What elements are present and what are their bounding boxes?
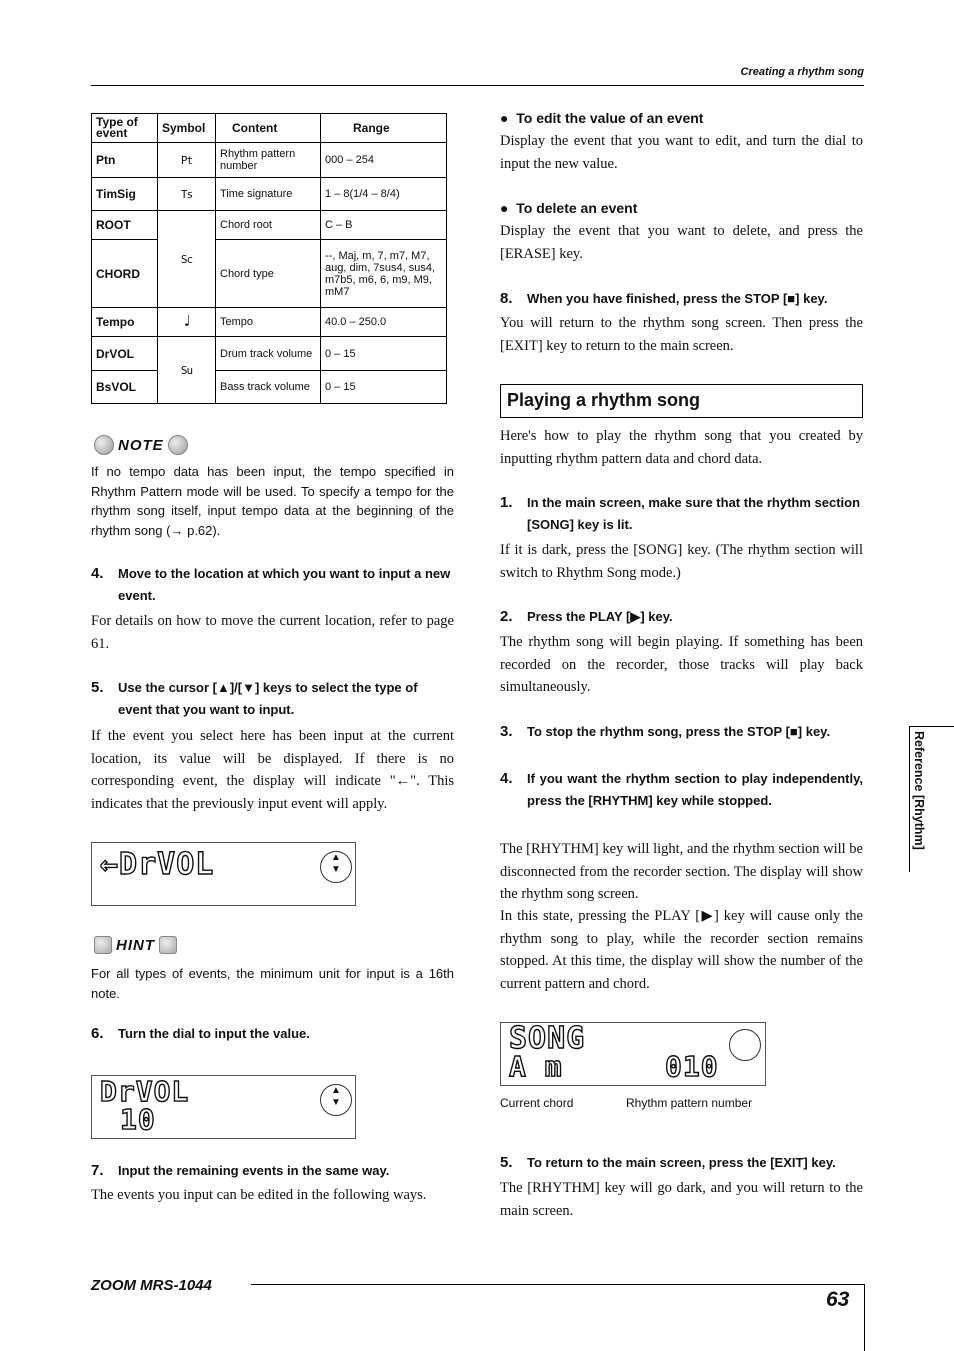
step-4: 4. Move to the location at which you want to input a new event. xyxy=(91,565,451,603)
footer-rule xyxy=(251,1284,864,1285)
play-step-5-body: The [RHYTHM] key will go dark, and you will return to the main screen. xyxy=(500,1180,863,1219)
footer-vertical-rule xyxy=(864,1284,865,1351)
event-content: Chord type xyxy=(216,240,321,308)
cursor-updown-icon: ▲ ▼ xyxy=(320,1084,352,1116)
lcd-line-2: 10 xyxy=(120,1103,156,1136)
caption-pattern-number: Rhythm pattern number xyxy=(626,1096,753,1110)
table-row xyxy=(92,143,447,178)
table-header-row xyxy=(92,114,447,143)
page-number: 63 xyxy=(826,1288,850,1311)
chord-symbol-icon: Sc xyxy=(180,253,193,266)
event-type: BsVOL xyxy=(92,371,158,404)
col-header-symbol: Symbol xyxy=(158,114,216,143)
caption-current-chord: Current chord xyxy=(500,1096,574,1110)
section-heading: Playing a rhythm song xyxy=(500,384,863,418)
col-header-type: Type of event xyxy=(92,114,158,143)
hint-bullet-icon xyxy=(159,936,177,954)
hint-bullet-icon xyxy=(94,936,112,954)
volume-symbol-icon: Su xyxy=(180,364,193,377)
event-range: 000 – 254 xyxy=(321,143,447,178)
dial-icon xyxy=(729,1029,761,1061)
note-text: If no tempo data has been input, the tempo specified in Rhythm Pattern mode will be used. To specify a tempo for the rhythm song itself, input tempo data at the beginning of the rhythm song (→ p.62). xyxy=(91,464,454,538)
note-bullet-icon xyxy=(94,435,114,455)
event-content: Time signature xyxy=(216,178,321,211)
event-type: Tempo xyxy=(92,308,158,337)
step-8-body: You will return to the rhythm song screen. Then press the [EXIT] key to return to the main screen. xyxy=(500,315,863,354)
event-type: DrVOL xyxy=(92,337,158,371)
hint-text: For all types of events, the minimum unit for input is a 16th note. xyxy=(91,966,454,1001)
play-step-4-body-1: The [RHYTHM] key will light, and the rhythm section will be disconnected from the recorder section. The display will show the rhythm song screen. xyxy=(500,841,863,902)
side-tab-label: Reference [Rhythm] xyxy=(912,731,926,850)
play-step-5: 5. To return to the main screen, press the [EXIT] key. xyxy=(500,1154,836,1171)
tempo-note-icon: ♩ xyxy=(182,311,191,330)
pattern-symbol-icon: Pt xyxy=(180,154,193,167)
event-type: ROOT xyxy=(92,211,158,240)
table-row xyxy=(92,337,447,371)
event-content: Tempo xyxy=(216,308,321,337)
section-intro: Here's how to play the rhythm song that you created by inputting rhythm pattern data and chord data. xyxy=(500,428,863,467)
play-step-3: 3. To stop the rhythm song, press the STOP [■] key. xyxy=(500,723,831,740)
step-7: 7. Input the remaining events in the same way. xyxy=(91,1162,390,1179)
event-range: 1 – 8(1/4 – 8/4) xyxy=(321,178,447,211)
table-row xyxy=(92,371,447,404)
lcd-pattern-number: 010 xyxy=(665,1050,719,1083)
step-7-body: The events you input can be edited in the following ways. xyxy=(91,1187,427,1203)
event-content: Chord root xyxy=(216,211,321,240)
table-row xyxy=(92,178,447,211)
event-type: Ptn xyxy=(92,143,158,178)
delete-heading: ● To delete an event xyxy=(500,200,638,216)
play-step-1-body: If it is dark, press the [SONG] key. (The rhythm section will switch to Rhythm Song mode.) xyxy=(500,542,863,581)
event-range: 0 – 15 xyxy=(321,337,447,371)
play-step-4: 4. If you want the rhythm section to play independently, press the [RHYTHM] key while stopped. xyxy=(500,770,863,808)
lcd-display-song xyxy=(500,1022,766,1086)
note-bullet-icon xyxy=(168,435,188,455)
lcd-display-1 xyxy=(91,842,356,906)
event-content: Bass track volume xyxy=(216,371,321,404)
step-4-body: For details on how to move the current location, refer to page 61. xyxy=(91,613,454,652)
play-step-2: 2. Press the PLAY [▶] key. xyxy=(500,608,673,625)
play-step-1: 1. In the main screen, make sure that the rhythm section [SONG] key is lit. xyxy=(500,494,861,532)
delete-body: Display the event that you want to delete, and press the [ERASE] key. xyxy=(500,223,863,262)
time-signature-symbol-icon: Ts xyxy=(180,188,193,201)
col-header-range: Range xyxy=(321,114,447,143)
cursor-updown-icon: ▲ ▼ xyxy=(320,851,352,883)
lcd-current-chord: A m xyxy=(509,1050,563,1083)
lcd-line-1: SONG xyxy=(509,1021,586,1056)
play-step-4-body-2: In this state, pressing the PLAY [▶] key will cause only the rhythm song to play, while the recorder section remains stopped. At this time, the display will show the number of the current pattern and chord. xyxy=(500,908,863,992)
event-range: --, Maj, m, 7, m7, M7, aug, dim, 7sus4, sus4, m7b5, m6, 6, m9, M9, mM7 xyxy=(321,240,447,308)
event-type: TimSig xyxy=(92,178,158,211)
table-row xyxy=(92,240,447,308)
event-type-table xyxy=(91,113,447,404)
footer-title: ZOOM MRS-1044 xyxy=(91,1277,212,1294)
edit-heading: ● To edit the value of an event xyxy=(500,110,704,126)
event-content: Drum track volume xyxy=(216,337,321,371)
step-5-body: If the event you select here has been input at the current location, its value will be displayed. If there is no corresponding event, the display will indicate "←". This indicates that the previously input event will apply. xyxy=(91,728,454,812)
step-5: 5. Use the cursor [▲]/[▼] keys to select the type of event that you want to input. xyxy=(91,679,418,717)
event-type: CHORD xyxy=(92,240,158,308)
play-step-2-body: The rhythm song will begin playing. If something has been recorded on the recorder, those tracks will play back simultaneously. xyxy=(500,634,863,695)
lcd-line-1: DrVOL xyxy=(100,1075,190,1108)
lcd-display-2 xyxy=(91,1075,356,1139)
lcd-text: ←DrVOL xyxy=(100,847,215,882)
note-label: NOTE xyxy=(94,435,188,455)
hint-label: HINT xyxy=(94,936,177,954)
step-8: 8. When you have finished, press the STOP [■] key. xyxy=(500,290,828,307)
event-range: 40.0 – 250.0 xyxy=(321,308,447,337)
header-rule xyxy=(91,85,864,86)
col-header-content: Content xyxy=(216,114,321,143)
table-row xyxy=(92,211,447,240)
step-6: 6. Turn the dial to input the value. xyxy=(91,1025,310,1042)
running-header: Creating a rhythm song xyxy=(740,66,864,78)
event-range: C – B xyxy=(321,211,447,240)
event-range: 0 – 15 xyxy=(321,371,447,404)
edit-body: Display the event that you want to edit, and turn the dial to input the new value. xyxy=(500,133,863,172)
event-content: Rhythm pattern number xyxy=(216,143,321,178)
table-row xyxy=(92,308,447,337)
